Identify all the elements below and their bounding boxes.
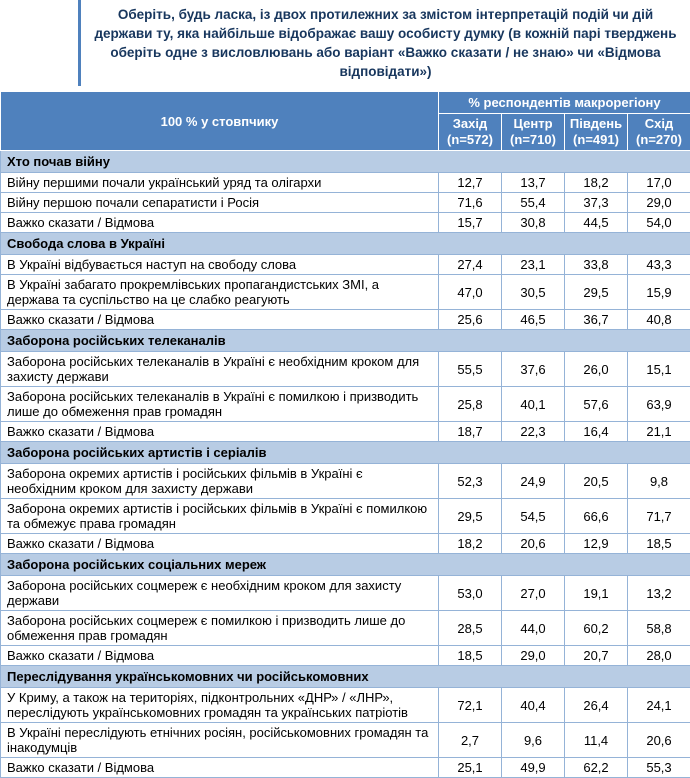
row-label: Важко сказати / Відмова	[1, 213, 439, 233]
group-header: % респондентів макрорегіону	[439, 92, 690, 114]
value-cell: 54,5	[502, 499, 565, 534]
row-label: В Україні відбувається наступ на свободу слова	[1, 255, 439, 275]
value-cell: 18,2	[439, 534, 502, 554]
table-row	[1, 646, 690, 666]
value-cell: 55,3	[628, 758, 690, 778]
value-cell: 27,4	[439, 255, 502, 275]
section-row-1	[1, 233, 690, 255]
value-cell: 72,1	[439, 688, 502, 723]
row-label: Заборона російських телеканалів в Україні є помилкою і призводить лише до обмеження прав громадян	[1, 387, 439, 422]
row-label: В Україні забагато прокремлівських пропагандистських ЗМІ, а держава та суспільство на це слабко реагують	[1, 275, 439, 310]
row-label: Важко сказати / Відмова	[1, 534, 439, 554]
table-row	[1, 422, 690, 442]
value-cell: 25,1	[439, 758, 502, 778]
value-cell: 23,1	[502, 255, 565, 275]
section-row-5	[1, 666, 690, 688]
value-cell: 26,0	[565, 352, 628, 387]
value-cell: 28,5	[439, 611, 502, 646]
row-label: Заборона окремих артистів і російських фільмів в Україні є помилкою та обмежує права громадян	[1, 499, 439, 534]
row-label: Війну першими почали український уряд та олігархи	[1, 173, 439, 193]
value-cell: 71,6	[439, 193, 502, 213]
value-cell: 20,5	[565, 464, 628, 499]
value-cell: 62,2	[565, 758, 628, 778]
table-row	[1, 387, 690, 422]
value-cell: 52,3	[439, 464, 502, 499]
value-cell: 40,8	[628, 310, 690, 330]
row-label: В Україні переслідують етнічних росіян, російськомовних громадян та інакодумців	[1, 723, 439, 758]
table-row	[1, 723, 690, 758]
value-cell: 22,3	[502, 422, 565, 442]
value-cell: 63,9	[628, 387, 690, 422]
intro-text: Оберіть, будь ласка, із двох протилежних за змістом інтерпретацій подій чи дій держави ту, яка найбільше відображає вашу особисту думку (в кожній парі тверджень оберіть одне з висловлювань або варіант «Важко сказати / не знаю» чи «Відмова відповідати»)	[78, 0, 688, 86]
value-cell: 24,9	[502, 464, 565, 499]
value-cell: 26,4	[565, 688, 628, 723]
value-cell: 37,6	[502, 352, 565, 387]
row-label: Заборона російських соцмереж є необхідним кроком для захисту держави	[1, 576, 439, 611]
section-row-2	[1, 330, 690, 352]
value-cell: 36,7	[565, 310, 628, 330]
value-cell: 17,0	[628, 173, 690, 193]
value-cell: 30,5	[502, 275, 565, 310]
value-cell: 18,5	[628, 534, 690, 554]
section-title: Свобода слова в Україні	[1, 233, 690, 255]
value-cell: 2,7	[439, 723, 502, 758]
section-row-4	[1, 554, 690, 576]
value-cell: 54,0	[628, 213, 690, 233]
column-header-tsentr: Центр (n=710)	[502, 114, 565, 151]
section-title: Переслідування українськомовних чи російськомовних	[1, 666, 690, 688]
value-cell: 28,0	[628, 646, 690, 666]
value-cell: 46,5	[502, 310, 565, 330]
value-cell: 60,2	[565, 611, 628, 646]
column-header-zakhid: Захід (n=572)	[439, 114, 502, 151]
value-cell: 66,6	[565, 499, 628, 534]
value-cell: 24,1	[628, 688, 690, 723]
table-row	[1, 611, 690, 646]
table-row	[1, 576, 690, 611]
section-title: Заборона російських артистів і серіалів	[1, 442, 690, 464]
section-row-3	[1, 442, 690, 464]
value-cell: 55,5	[439, 352, 502, 387]
table-row	[1, 534, 690, 554]
value-cell: 29,5	[439, 499, 502, 534]
column-header-pivden: Південь (n=491)	[565, 114, 628, 151]
value-cell: 9,6	[502, 723, 565, 758]
value-cell: 12,7	[439, 173, 502, 193]
value-cell: 57,6	[565, 387, 628, 422]
value-cell: 25,6	[439, 310, 502, 330]
table-row	[1, 758, 690, 778]
value-cell: 58,8	[628, 611, 690, 646]
value-cell: 21,1	[628, 422, 690, 442]
value-cell: 53,0	[439, 576, 502, 611]
value-cell: 25,8	[439, 387, 502, 422]
value-cell: 16,4	[565, 422, 628, 442]
table-row	[1, 275, 690, 310]
value-cell: 47,0	[439, 275, 502, 310]
value-cell: 55,4	[502, 193, 565, 213]
table-row	[1, 213, 690, 233]
table-row	[1, 499, 690, 534]
survey-table	[0, 91, 690, 778]
table-row	[1, 173, 690, 193]
row-label: У Криму, а також на територіях, підконтрольних «ДНР» / «ЛНР», переслідують українськомовних громадян та українських патріотів	[1, 688, 439, 723]
value-cell: 33,8	[565, 255, 628, 275]
section-row-0	[1, 151, 690, 173]
row-label: Війну першою почали сепаратисти і Росія	[1, 193, 439, 213]
value-cell: 27,0	[502, 576, 565, 611]
value-cell: 44,5	[565, 213, 628, 233]
value-cell: 29,0	[628, 193, 690, 213]
value-cell: 18,5	[439, 646, 502, 666]
value-cell: 37,3	[565, 193, 628, 213]
value-cell: 20,7	[565, 646, 628, 666]
value-cell: 15,7	[439, 213, 502, 233]
row-label: Заборона окремих артистів і російських фільмів в Україні є необхідним кроком для захисту держави	[1, 464, 439, 499]
row-label: Важко сказати / Відмова	[1, 310, 439, 330]
value-cell: 15,9	[628, 275, 690, 310]
value-cell: 15,1	[628, 352, 690, 387]
table-row	[1, 688, 690, 723]
table-header	[1, 92, 690, 151]
value-cell: 49,9	[502, 758, 565, 778]
value-cell: 12,9	[565, 534, 628, 554]
value-cell: 40,4	[502, 688, 565, 723]
table-row	[1, 255, 690, 275]
table-body	[1, 151, 690, 778]
section-title: Хто почав війну	[1, 151, 690, 173]
value-cell: 29,5	[565, 275, 628, 310]
row-label: Важко сказати / Відмова	[1, 758, 439, 778]
row-label: Заборона російських соцмереж є помилкою і призводить лише до обмеження прав громадян	[1, 611, 439, 646]
value-cell: 20,6	[628, 723, 690, 758]
value-cell: 44,0	[502, 611, 565, 646]
table-row	[1, 193, 690, 213]
value-cell: 18,7	[439, 422, 502, 442]
row-label: Важко сказати / Відмова	[1, 646, 439, 666]
corner-label: 100 % у стовпчику	[1, 92, 439, 151]
value-cell: 19,1	[565, 576, 628, 611]
value-cell: 71,7	[628, 499, 690, 534]
value-cell: 40,1	[502, 387, 565, 422]
row-label: Заборона російських телеканалів в Україні є необхідним кроком для захисту держави	[1, 352, 439, 387]
table-row	[1, 310, 690, 330]
value-cell: 13,2	[628, 576, 690, 611]
table-row	[1, 352, 690, 387]
section-title: Заборона російських телеканалів	[1, 330, 690, 352]
value-cell: 43,3	[628, 255, 690, 275]
value-cell: 30,8	[502, 213, 565, 233]
row-label: Важко сказати / Відмова	[1, 422, 439, 442]
table-row	[1, 464, 690, 499]
section-title: Заборона російських соціальних мереж	[1, 554, 690, 576]
value-cell: 18,2	[565, 173, 628, 193]
value-cell: 13,7	[502, 173, 565, 193]
column-header-skhid: Схід (n=270)	[628, 114, 690, 151]
value-cell: 29,0	[502, 646, 565, 666]
value-cell: 20,6	[502, 534, 565, 554]
value-cell: 9,8	[628, 464, 690, 499]
value-cell: 11,4	[565, 723, 628, 758]
